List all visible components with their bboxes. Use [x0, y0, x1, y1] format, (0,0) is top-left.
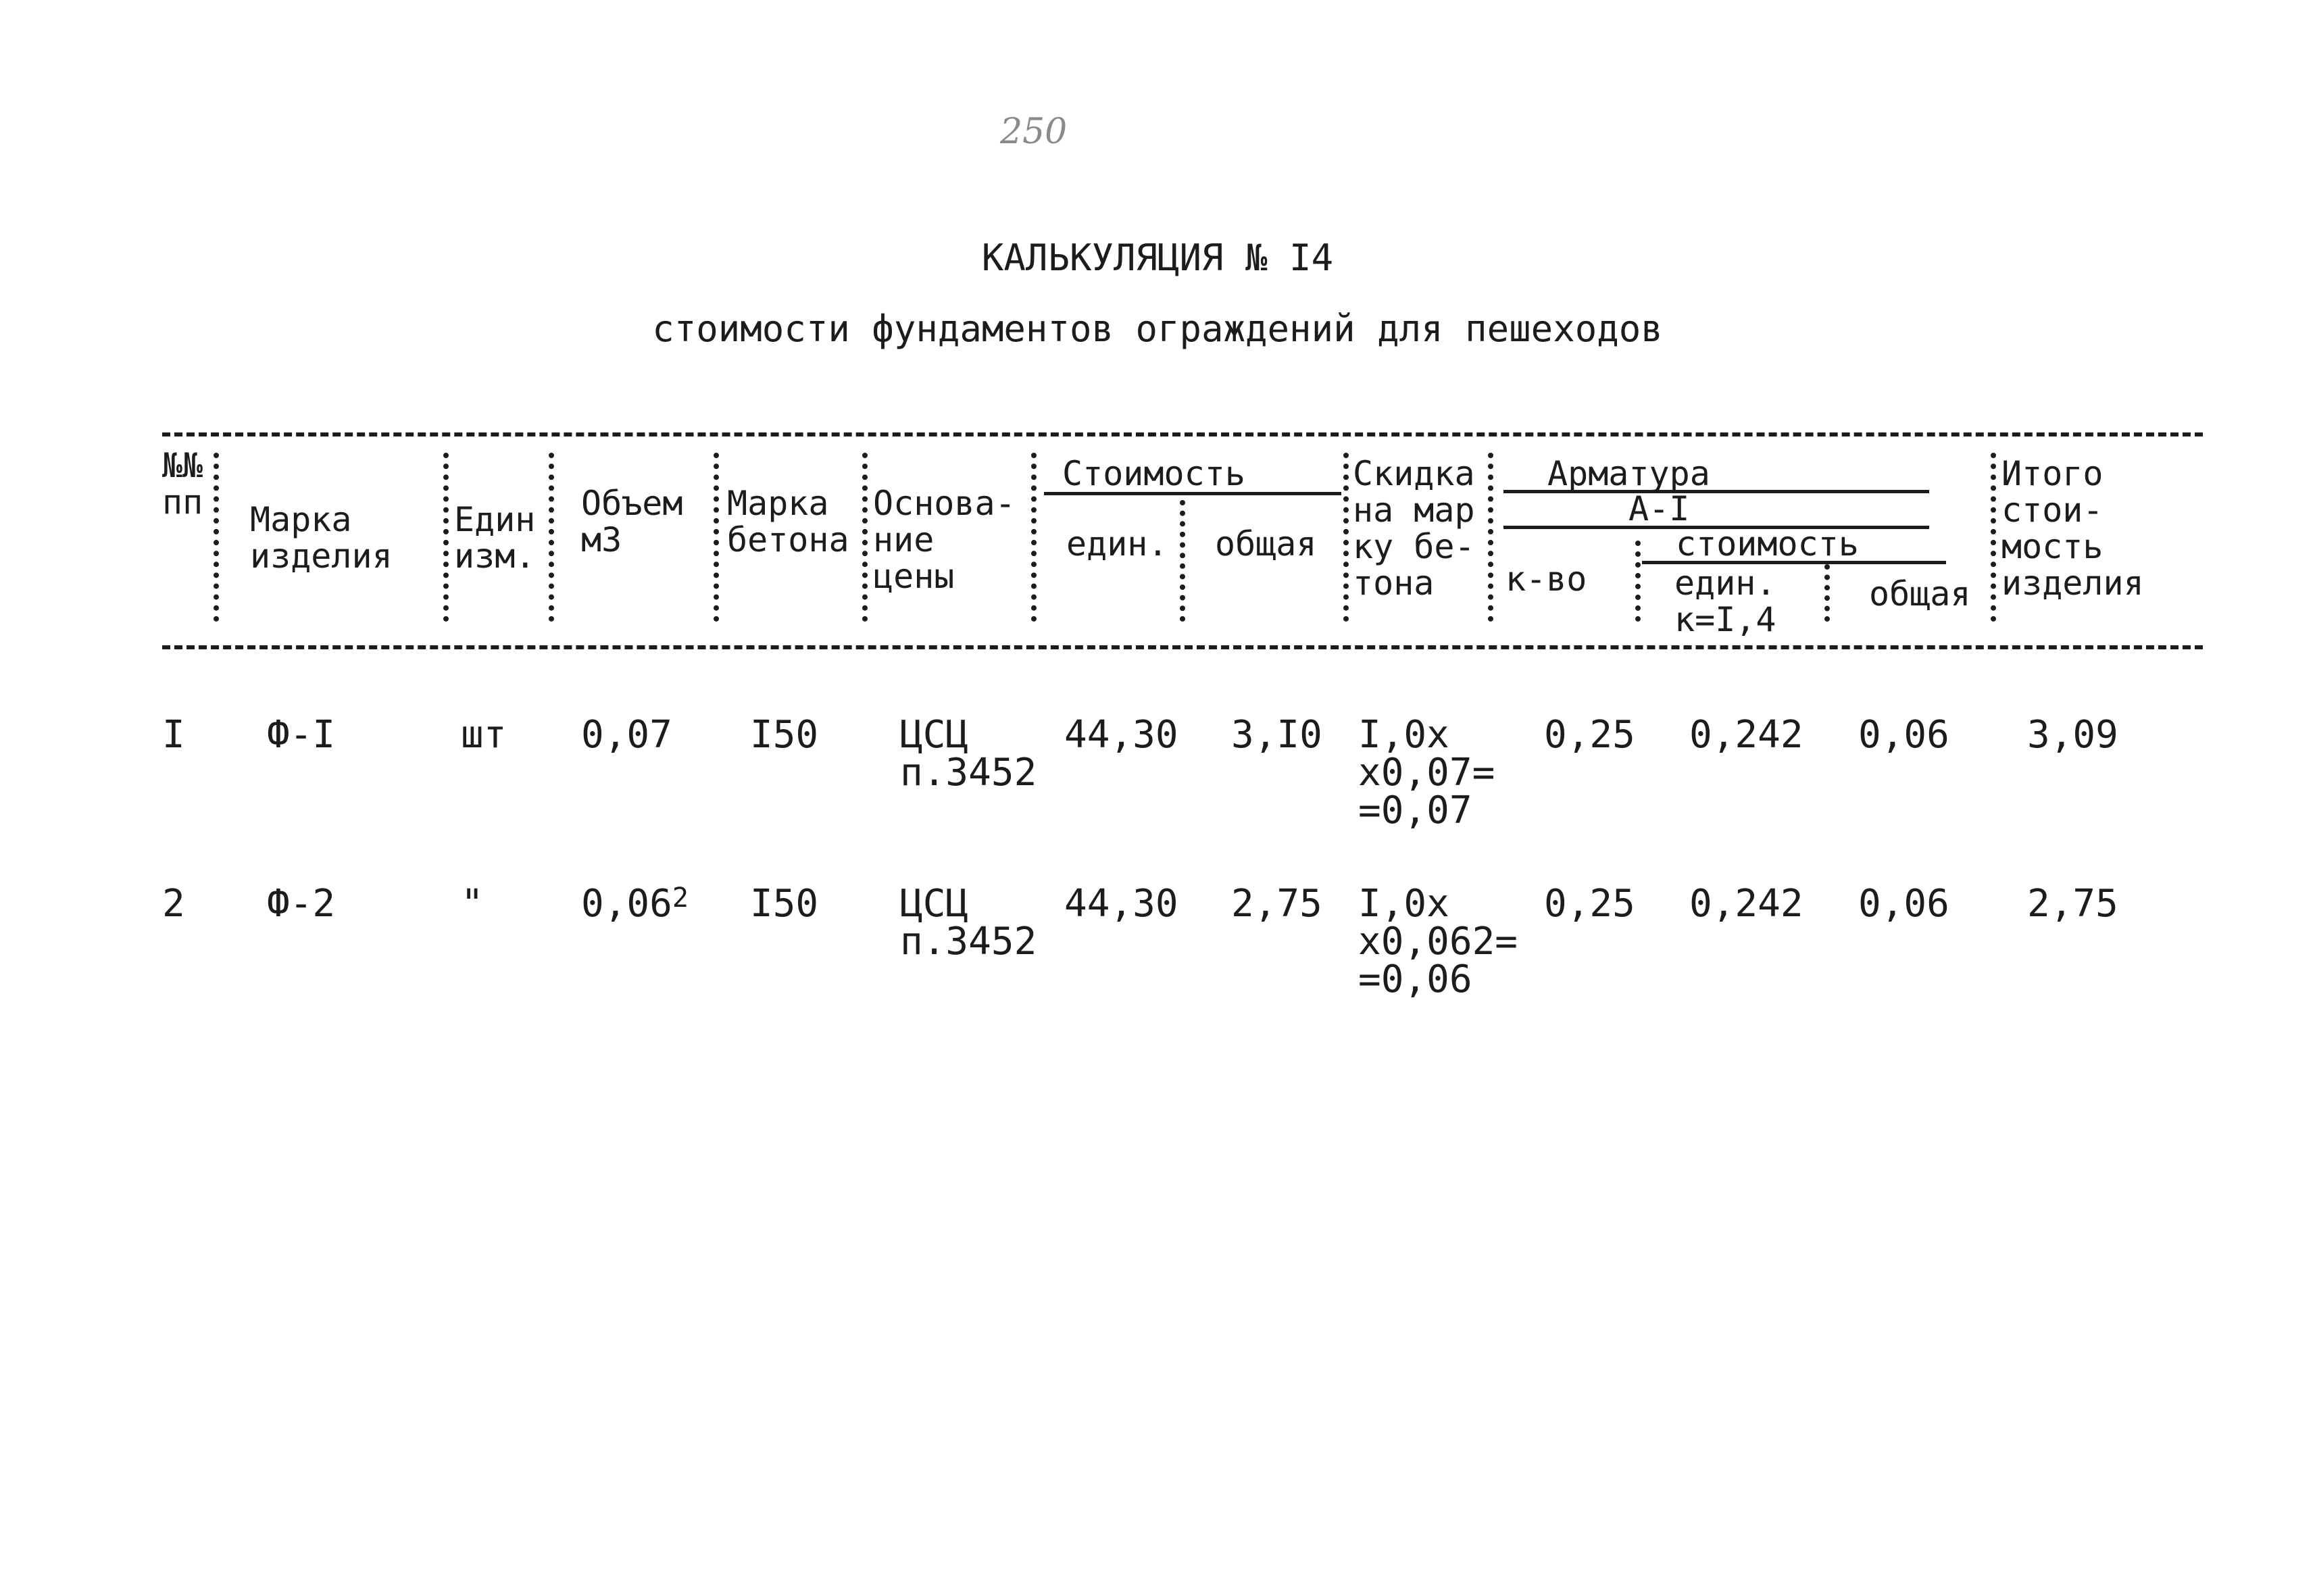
document-subtitle: стоимости фундаментов ограждений для пешеходов [652, 307, 1663, 350]
column-separator [1031, 453, 1037, 622]
header-bottom-rule [162, 645, 2203, 649]
header-rebar-cost-unit: един. к=I,4 [1674, 564, 1776, 639]
header-total-cost: Итого стои- мость изделия [2001, 454, 2144, 603]
column-separator [443, 453, 449, 622]
column-separator [214, 453, 219, 622]
cell-cost-unit: 44,30 [1064, 713, 1178, 757]
cell-product-mark: Ф-I [267, 713, 336, 757]
cell-product-mark: Ф-2 [267, 882, 336, 926]
cell-total-cost: 2,75 [2027, 882, 2118, 926]
column-separator [862, 453, 868, 622]
header-concrete-grade: Марка бетона [727, 484, 849, 559]
header-rebar-cost-total: общая [1869, 574, 1971, 614]
cell-rebar-cost-unit: 0,242 [1689, 882, 1803, 926]
column-separator [1488, 453, 1493, 622]
header-price-basis: Основа- ние цены [873, 484, 1016, 596]
header-volume: Объем м3 [581, 484, 683, 559]
header-top-rule [162, 432, 2203, 437]
cell-discount: I,0x x0,07= =0,07 [1358, 713, 1495, 832]
page-number: 250 [1000, 111, 1068, 152]
header-number: №№ пп [162, 446, 203, 522]
cell-number: 2 [162, 882, 185, 926]
header-cost-total: общая [1215, 524, 1317, 564]
cell-concrete-grade: I50 [750, 713, 819, 757]
column-separator [714, 453, 719, 622]
column-separator [1824, 564, 1830, 622]
column-separator [1180, 500, 1185, 622]
header-rebar-class: А-I [1628, 489, 1690, 528]
cell-price-basis: ЦСЦ п.3452 [900, 882, 1037, 964]
cell-rebar-cost-total: 0,06 [1858, 882, 1949, 926]
cell-rebar-qty: 0,25 [1544, 882, 1635, 926]
cell-rebar-cost-total: 0,06 [1858, 713, 1949, 757]
cell-volume: 0,07 [581, 713, 672, 757]
column-separator [549, 453, 554, 622]
column-separator [1635, 541, 1641, 622]
cell-cost-total: 3,I0 [1231, 713, 1322, 757]
cell-concrete-grade: I50 [750, 882, 819, 926]
cell-rebar-qty: 0,25 [1544, 713, 1635, 757]
cell-number: I [162, 713, 185, 757]
cell-cost-total: 2,75 [1231, 882, 1322, 926]
cell-volume: 0,06$^2$ [581, 882, 689, 926]
cell-discount: I,0x x0,062= =0,06 [1358, 882, 1518, 1001]
cell-unit: " [461, 882, 484, 926]
cell-price-basis: ЦСЦ п.3452 [900, 713, 1037, 795]
cell-total-cost: 3,09 [2027, 713, 2118, 757]
header-rebar: Арматура [1547, 454, 1710, 493]
header-cost-unit: един. [1066, 524, 1168, 564]
document-title: КАЛЬКУЛЯЦИЯ № I4 [981, 236, 1334, 279]
cell-rebar-cost-unit: 0,242 [1689, 713, 1803, 757]
cell-unit: шт [461, 713, 507, 757]
cell-cost-unit: 44,30 [1064, 882, 1178, 926]
header-rebar-qty: к-во [1505, 559, 1587, 599]
header-cost: Стоимость [1062, 454, 1245, 493]
header-product-mark: Марка изделия [250, 500, 393, 576]
column-separator [1991, 453, 1996, 622]
header-discount: Скидка на мар ку бе- тона [1353, 454, 1475, 603]
header-rebar-cost: стоимость [1676, 524, 1859, 564]
column-separator [1343, 453, 1349, 622]
header-unit: Един изм. [454, 500, 536, 576]
